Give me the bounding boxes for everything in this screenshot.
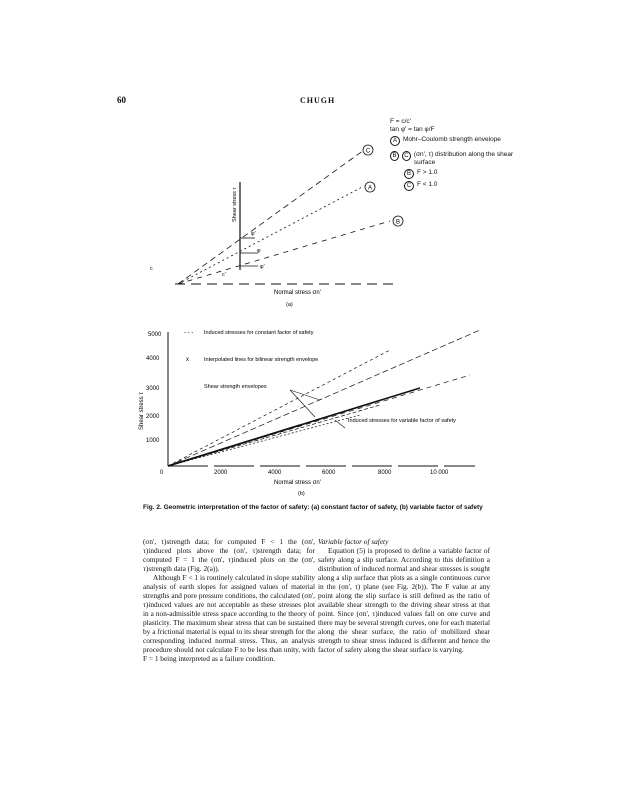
y-axis-label: Shear stress τ <box>139 392 145 430</box>
legend-equation-2: tan φ' = tan φ/F <box>390 126 435 133</box>
annotation-induced-stresses: Induced stresses for variable factor of safety <box>348 418 456 424</box>
line-label-c: C <box>365 148 371 155</box>
figure-caption: Fig. 2. Geometric interpretation of the factor of safety: (a) constant factor of safety, (b) variable factor of safety <box>143 504 483 511</box>
y-axis-label: Shear stress τ <box>232 187 238 222</box>
cohesion-label: c <box>150 266 153 272</box>
angle-label: φ <box>257 248 261 254</box>
y-tick: 4000 <box>146 356 160 362</box>
y-tick: 2000 <box>146 414 160 420</box>
section-heading: Variable factor of safety <box>318 537 389 546</box>
marker-c: C <box>402 151 411 161</box>
line-label-a: A <box>367 185 373 192</box>
right-column <box>318 537 490 654</box>
x-tick: 0 <box>160 470 164 476</box>
legend-text: Induced stresses for constant factor of safety <box>204 330 314 336</box>
marker-a: A <box>390 136 400 146</box>
running-head: CHUGH <box>300 96 336 105</box>
y-tick: 1000 <box>146 438 160 444</box>
figure-a-diagram <box>0 0 618 320</box>
y-tick: 3000 <box>146 386 160 392</box>
marker-c: C <box>404 181 414 191</box>
x-tick: 8000 <box>378 470 392 476</box>
y-tick: 5000 <box>148 332 162 338</box>
line-label-b: B <box>395 219 401 226</box>
x-tick: 6000 <box>322 470 336 476</box>
x-axis-label: Normal stress σn' <box>274 480 321 486</box>
legend-item-c: F < 1.0 <box>417 181 438 188</box>
marker-b: B <box>390 151 399 161</box>
legend-item-b: F > 1.0 <box>417 169 438 176</box>
angle-label: φ' <box>251 231 256 237</box>
left-column <box>143 537 315 663</box>
legend-marker: x <box>186 357 189 363</box>
legend-item-bc: (σn', τ) distribution along the shear surface <box>413 151 514 166</box>
legend-text: Interpolated lines for bilinear strength envelope <box>204 357 319 363</box>
x-tick: 2000 <box>214 470 228 476</box>
paragraph: Although F < 1 is routinely calculated in slope stability analysis of earth slopes for assigned values of material strengths and pore pressure conditions, the calculated (σn', τ)induced values are not acceptable as these stresses plot in a non-admissible stress space according to the theory of plasticity. The maximum shear stress that can be sustained by a frictional material is equal to its shear strength for the corresponding induced normal stress. Thus, an analysis procedure should not calculate F to be less than unity, with F = 1 being interpreted as a failure condition. <box>143 573 315 663</box>
figure-a <box>0 0 618 320</box>
legend-marker: - - - <box>184 330 194 336</box>
panel-label-a: (a) <box>286 302 293 308</box>
figure-b <box>0 320 618 505</box>
paragraph: (σn', τ)strength data; for computed F < 1 the (σn', τ)induced plots above the (σn', τ)strength data; for computed F = 1 the (σn', τ)induced plots on the (σn', τ)strength data (Fig. 2(a)). <box>143 537 315 573</box>
annotation-strength-envelopes: Shear strength envelopes <box>204 384 267 390</box>
panel-label-b: (b) <box>298 491 305 497</box>
x-tick: 10 000 <box>430 470 449 476</box>
cohesion-label: c' <box>222 272 226 278</box>
x-tick: 4000 <box>268 470 282 476</box>
x-axis-label: Normal stress σn' <box>274 290 321 296</box>
paragraph: Equation (5) is proposed to define a variable factor of safety along a slip surface. According to this definition a distribution of induced normal and shear stresses is sought along a slip surface that plots as a single continuous curve in the (σn', τ) plane (see Fig. 2(b)). The F value at any point along the slip surface is still defined as the ratio of available shear strength to the driving shear stress at that point. Since (σn', τ)induced values fall on one curve and there may be several strength curves, one for each material along the shear surface, the ratio of mobilized shear strength to shear stress induced is different and hence the factor of safety along the shear surface is varying. <box>318 546 490 654</box>
figure-a-legend <box>390 118 520 191</box>
legend-item-a: Mohr–Coulomb strength envelope <box>403 136 501 143</box>
angle-label: φ' <box>260 264 265 270</box>
marker-b: B <box>404 169 414 179</box>
legend-equation-1: F = c/c' <box>390 118 411 125</box>
figure-b-chart <box>0 320 618 505</box>
page-number: 60 <box>117 95 126 105</box>
